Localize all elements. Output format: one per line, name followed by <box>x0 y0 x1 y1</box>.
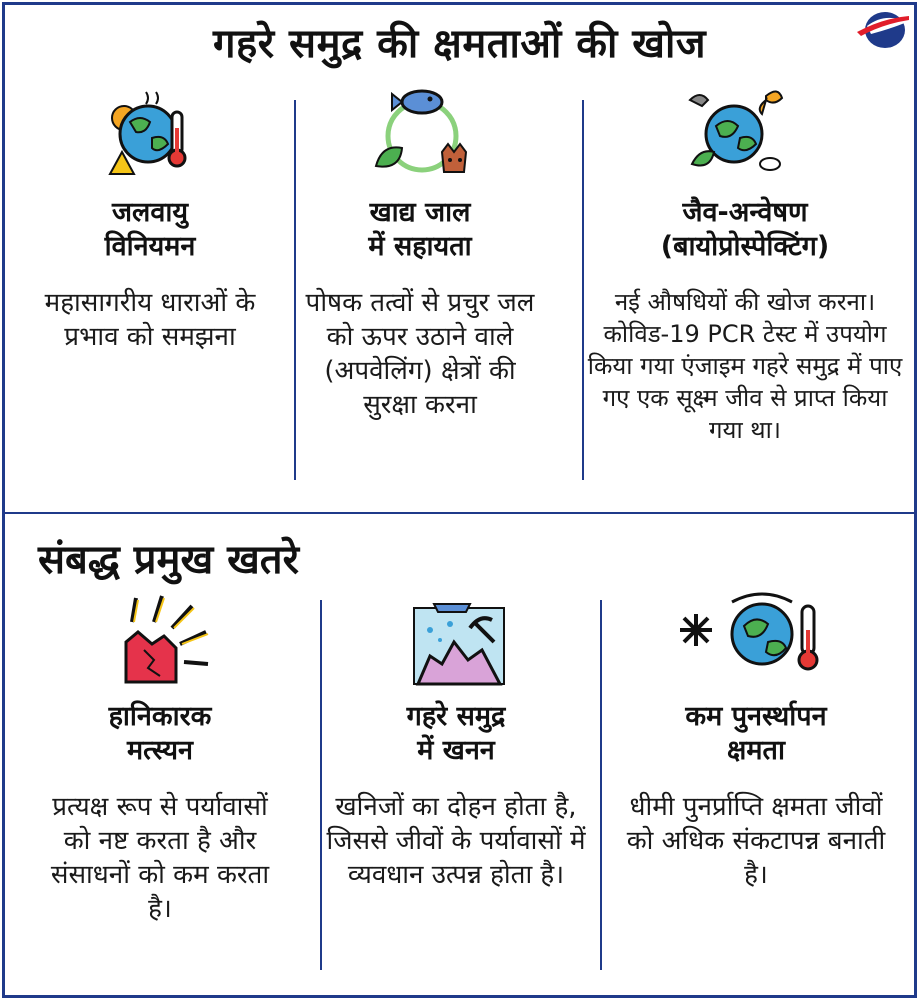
heading-line1: जैव-अन्वेषण <box>682 197 808 228</box>
heading-line2: विनियमन <box>104 231 196 262</box>
logo-icon <box>853 6 911 52</box>
heading-line1: खाद्य जाल <box>369 197 471 228</box>
description: धीमी पुनर्प्राप्ति क्षमता जीवों को अधिक संकटापन्न बनाती है। <box>626 792 886 890</box>
climate-earth-thermometer-icon <box>100 88 192 180</box>
capability-climate <box>0 196 300 354</box>
description: महासागरीय धाराओं के प्रभाव को समझना <box>44 288 256 352</box>
section-divider <box>4 512 915 514</box>
heading-line2: में खनन <box>417 735 495 766</box>
threat-harmful-fishing <box>10 700 310 926</box>
description: खनिजों का दोहन होता है, जिससे जीवों के पर्यावासों में व्यवधान उत्पन्न होता है। <box>326 792 586 890</box>
heading-line2: मत्स्यन <box>127 735 193 766</box>
description: प्रत्यक्ष रूप से पर्यावासों को नष्ट करता है और संसाधनों को कम करता है। <box>50 792 270 924</box>
heading-line1: कम पुनर्स्थापन <box>685 701 827 732</box>
page-title: गहरे समुद्र की क्षमताओं की खोज <box>212 21 706 67</box>
heading-line1: जलवायु <box>111 197 188 228</box>
food-cycle-icon <box>368 86 476 182</box>
description: पोषक तत्वों से प्रचुर जल को ऊपर उठाने वाले (अपवेलिंग) क्षेत्रों की सुरक्षा करना <box>305 288 535 420</box>
description: नई औषधियों की खोज करना। कोविड-19 PCR टेस्ट में उपयोग किया गया एंजाइम गहरे समुद्र में पाए गए एक सूक्ष्म जीव से प्राप्त किया गया था। <box>587 288 903 444</box>
capability-food-web <box>270 196 570 422</box>
capability-bioprospecting <box>580 196 910 446</box>
heading-line1: हानिकारक <box>108 701 212 732</box>
heading-line2: (बायोप्रोस्पेक्टिंग) <box>660 231 830 262</box>
damage-icon <box>118 592 214 688</box>
earth-biodiversity-icon <box>686 86 786 182</box>
threat-deep-sea-mining <box>306 700 606 892</box>
cold-earth-thermometer-icon <box>672 590 828 686</box>
deep-sea-mining-icon <box>410 590 508 688</box>
heading-line2: में सहायता <box>368 231 472 262</box>
section-title-threats: संबद्ध प्रमुख खतरे <box>38 537 299 583</box>
threat-low-recovery <box>606 700 906 892</box>
heading-line2: क्षमता <box>727 735 785 766</box>
heading-line1: गहरे समुद्र <box>406 701 506 732</box>
